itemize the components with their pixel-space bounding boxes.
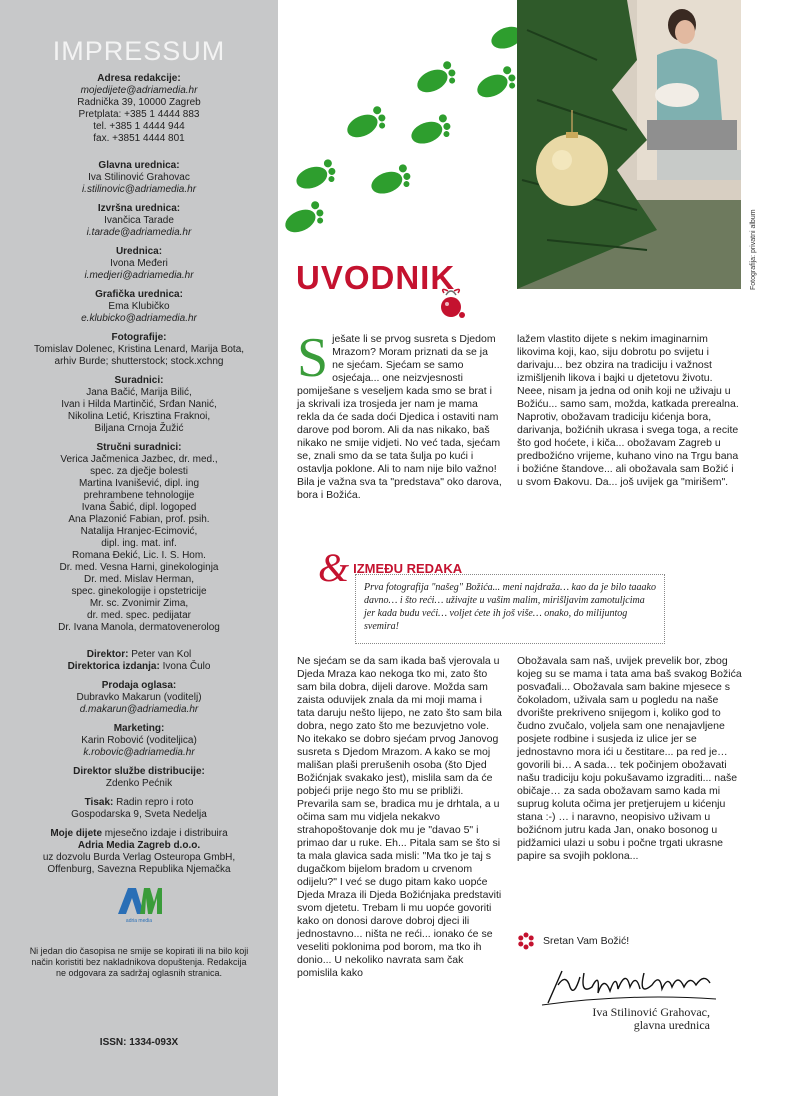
marketing-heading: Marketing: bbox=[113, 723, 165, 734]
photos-block bbox=[18, 332, 260, 368]
ads-email[interactable]: d.makarun@adriamedia.hr bbox=[79, 704, 199, 715]
print-label: Tisak: bbox=[84, 797, 114, 808]
experts-line: spec. za dječje bolesti bbox=[90, 466, 188, 477]
editor-block bbox=[18, 246, 260, 282]
address-block bbox=[18, 73, 260, 145]
impressum-title: IMPRESSUM bbox=[52, 36, 226, 66]
logo-caption: adria media bbox=[125, 918, 153, 924]
editor-in-chief-block bbox=[18, 160, 260, 196]
director-line bbox=[18, 649, 260, 661]
ads-name: Dubravko Makarun (voditelj) bbox=[76, 692, 202, 703]
edition-director-line bbox=[18, 661, 260, 673]
experts-line: Romana Đekić, Lic. I. S. Hom. bbox=[72, 550, 206, 561]
graphic-editor-email[interactable]: e.klubicko@adriamedia.hr bbox=[81, 313, 197, 324]
publisher-license: uz dozvolu Burda Verlag Osteuropa GmbH, bbox=[42, 852, 236, 863]
address-heading: Adresa redakcije: bbox=[97, 73, 181, 84]
page-title-text: UVODNIK bbox=[296, 259, 456, 296]
page-title bbox=[296, 260, 455, 296]
dropcap: S bbox=[297, 327, 329, 389]
issn: ISSN: 1334-093X bbox=[99, 1037, 179, 1048]
marketing-name: Karin Robović (voditeljica) bbox=[81, 735, 197, 746]
publisher-line bbox=[18, 828, 260, 840]
executive-editor-email[interactable]: i.tarade@adriamedia.hr bbox=[86, 227, 192, 238]
print-address: Gospodarska 9, Sveta Nedelja bbox=[71, 809, 207, 820]
graphic-editor-name: Ema Klubičko bbox=[108, 301, 170, 312]
experts-line: Natalija Hranjec-Ecimović, bbox=[80, 526, 198, 537]
impressum-body bbox=[18, 73, 260, 979]
editor-heading: Urednica: bbox=[115, 246, 163, 257]
marketing-email[interactable]: k.robovic@adriamedia.hr bbox=[83, 747, 195, 758]
footprint-icon bbox=[368, 163, 414, 198]
publisher-block bbox=[18, 828, 260, 876]
distribution-heading: Direktor službe distribucije: bbox=[73, 766, 205, 777]
address-subscription: Pretplata: +385 1 4444 883 bbox=[78, 109, 200, 120]
ampersand-icon: & bbox=[318, 545, 350, 590]
experts-line: Verica Jačmenica Jazbec, dr. med., bbox=[60, 454, 218, 465]
signature bbox=[540, 963, 720, 1008]
quote-text: Prva fotografija "našeg" Božića... meni najdraža… kao da je bilo taaako davno… i što reći… uživajte u vašim malim, mirišljavim zamotuljcima jer kada budu veći… voljet ćete ih još više… onako, do milijuntog svemira! bbox=[364, 582, 656, 632]
contributors-heading: Suradnici: bbox=[114, 375, 164, 386]
photo-credit: Fotografija: privatni album bbox=[750, 209, 757, 290]
executive-editor-heading: Izvršna urednica: bbox=[97, 203, 181, 214]
quote-box bbox=[355, 574, 665, 644]
executive-editor-name: Ivančica Tarade bbox=[104, 215, 174, 226]
ads-block bbox=[18, 680, 260, 716]
christmas-photo bbox=[517, 0, 741, 289]
footprint-icon bbox=[343, 105, 389, 143]
graphic-editor-block bbox=[18, 289, 260, 325]
experts-line: Dr. med. Mislav Herman, bbox=[83, 574, 195, 585]
snowflake-icon bbox=[517, 932, 535, 950]
experts-line: dipl. ing. mat. inf. bbox=[101, 538, 177, 549]
marketing-block bbox=[18, 723, 260, 759]
distribution-name: Zdenko Pećnik bbox=[105, 778, 173, 789]
experts-line: spec. ginekologije i opstetricije bbox=[71, 586, 207, 597]
editor-in-chief-heading: Glavna urednica: bbox=[98, 160, 180, 171]
signer-role: glavna urednica bbox=[633, 1018, 710, 1032]
address-fax: fax. +3851 4444 801 bbox=[93, 133, 185, 144]
experts-block bbox=[18, 442, 260, 634]
article-text: ješate li se prvog susreta s Djedom Mrazom? Moram priznati da se ja ne sjećam. Sjećam se samo osjećaja... one neizvjesnosti pomiješane s veseljem kada smo se brat i ja skrivali iza trosjeda jer nam je mama rekla da će sada doći Djedica i ostaviti nam darove pod borom. Ali da nas nikako, baš nikako ne smije vidjeti. No već tada, sjećam se, znali smo da se tata šulja po kući i ostavlja poklone. Ali to nam nije bilo važno! Bila je važna sva ta "predstava" oko darova, bora i Božića. bbox=[297, 333, 502, 501]
editor-name: Ivona Međeri bbox=[110, 258, 168, 269]
signer-name: Iva Stilinović Grahovac, bbox=[592, 1005, 710, 1019]
distribution-block bbox=[18, 766, 260, 790]
publisher-license: Offenburg, Savezna Republika Njemačka bbox=[47, 864, 231, 875]
address-street: Radnička 39, 10000 Zagreb bbox=[77, 97, 201, 108]
wish-text: Sretan Vam Božić! bbox=[543, 935, 630, 947]
adria-media-logo bbox=[114, 884, 164, 924]
ads-heading: Prodaja oglasa: bbox=[101, 680, 177, 691]
experts-line: Dr. med. Vesna Harni, ginekologinja bbox=[59, 562, 219, 573]
experts-line: dr. med. spec. pedijatar bbox=[87, 610, 191, 621]
article-column-3 bbox=[297, 655, 502, 980]
editor-in-chief-email[interactable]: i.stilinovic@adriamedia.hr bbox=[81, 184, 197, 195]
article-column-2 bbox=[517, 333, 742, 489]
article-text: Obožavala sam naš, uvijek prevelik bor, zbog kojeg su se mama i tata ama baš svakog Božića posvađali... Obožavala sam bakine mjesece s čokoladom, uživala sam u pogledu na naše dvorište prekriveno snijegom i, koliko god to čudno zvučalo, voljela sam one nenajavljene posjete rodbine i susjeda iz ulice jer se jednostavno mora ići u čestitare... pa red je… govorili bi… A sada… tek počinjem obožavati našu tradiciju koju pokušavamo izgraditi... naše običaje… za sada obožavam samo kada mi suprug koluta očima jer pretjerujem u kićenju stana :-) … i naravno, neopisivo uživam u božićnom jutru kada Jan, onako bosonog u pidžamici ulazi u sobu i počne trgati ukrasne papire sa svojih poklona... bbox=[517, 655, 742, 862]
experts-line: prehrambene tehnologije bbox=[83, 490, 195, 501]
footprint-icon bbox=[281, 200, 327, 238]
director-block bbox=[18, 649, 260, 673]
photos-line: arhiv Burde; shutterstock; stock.xchng bbox=[54, 356, 224, 367]
contributors-line: Ivan i Hilda Martinčić, Srđan Nanić, bbox=[61, 399, 217, 410]
experts-line: Ivana Šabić, dipl. logoped bbox=[81, 502, 197, 513]
editor-in-chief-name: Iva Stilinović Grahovac bbox=[88, 172, 190, 183]
contributors-line: Biljana Crnoja Žužić bbox=[94, 423, 184, 434]
publisher-text: mjesečno izdaje i distribuira bbox=[102, 828, 228, 839]
footprint-icon bbox=[408, 113, 454, 148]
article-text: lažem vlastito dijete s nekim imaginarnim likovima koji, kao, siju dobrotu po svijetu i darivaju... bez obzira na tradiciju i važnost izmišljenih likova i bajki u djetetovu životu. Neee, nisam ja jedna od onih koji ne uživaju u Božiću... samo sam, možda, katkada prerealna. Naprotiv, obožavam tradiciju kićenja bora, darivanja, božićnih ukrasa i svega toga, a recite što god hoćete, i kiča... obožavam Zagreb u predbožićno vrijeme, kuhano vino na Trgu bana i božićne štandove... ali obožavala sam Božić i u svom Đakovu. Da... još uvijek ga "mirišem". bbox=[517, 333, 739, 488]
print-block bbox=[18, 797, 260, 821]
ornament-icon bbox=[434, 285, 468, 321]
footprint-icon bbox=[413, 60, 459, 98]
contributors-line: Jana Bačić, Marija Bilić, bbox=[86, 387, 192, 398]
contributors-line: Nikolina Letić, Krisztina Fraknoi, bbox=[67, 411, 211, 422]
photos-line: Tomislav Dolenec, Kristina Lenard, Marija Bota, bbox=[33, 344, 245, 355]
article-text: Ne sjećam se da sam ikada baš vjerovala u Djeda Mraza kao nekoga tko mi, zato što sam bila dobra, dijeli darove. Možda sam zaista oduvijek znala da mi moji mama i tata daruju nešto lijepo, ne zato što sam bila dobra, nego zato što me bezuvjetno vole. No itekako se dobro sjećam prvog Janovog susreta s Djedom Mrazom. A kako se moj mališan plaši prerušenih osoba (što Djed Božićnjak svakako jest), mislila sam da će pobjeći prije nego što mu se približi. Prevarila sam se, bradica mu je drhtala, a u očima sam mu vidjela nekakvo strahopoštovanje dok mu je "davao 5" i primao dar u ruke. Eh... Pitala sam se što si ta mala glavica sada misli: "Ma tko je taj s dugačkom bijelom bradom u crvenom odijelu?" I već se dugo pitam kako uopće Djeda Mraza ili Djeda Božićnjaka predstaviti svom djetetu. Trebam li mu uopće govoriti kako on donosi darove dobroj djeci ili jednostavno... ništa ne reći... ionako će se veseliti poklonima pod borom, ma tko ih donio... U nekoliko navrata sam čak pomislila kako bbox=[297, 655, 502, 979]
article-column-1 bbox=[297, 327, 502, 502]
publisher-magazine: Moje dijete bbox=[50, 828, 103, 839]
address-email[interactable]: mojedijete@adriamedia.hr bbox=[80, 85, 198, 96]
footprint-icon bbox=[473, 65, 519, 103]
christmas-wish bbox=[517, 932, 629, 950]
publisher-company: Adria Media Zagreb d.o.o. bbox=[77, 840, 201, 851]
experts-line: Mr. sc. Zvonimir Zima, bbox=[89, 598, 189, 609]
graphic-editor-heading: Grafička urednica: bbox=[95, 289, 183, 300]
print-line bbox=[18, 797, 260, 809]
experts-line: Ana Plazonić Fabian, prof. psih. bbox=[68, 514, 210, 525]
legal-notice: Ni jedan dio časopisa ne smije se kopirati ili na bilo koji način koristiti bez nakladnikova dopuštenja. Redakcija ne odgovara za sadržaj oglasnih stranica. bbox=[29, 946, 249, 978]
article-column-4 bbox=[517, 655, 742, 863]
experts-line: Dr. Ivana Manola, dermatovenerolog bbox=[58, 622, 220, 633]
address-phone: tel. +385 1 4444 944 bbox=[93, 121, 185, 132]
executive-editor-block bbox=[18, 203, 260, 239]
photos-heading: Fotografije: bbox=[111, 332, 167, 343]
edition-director-name: Ivona Čulo bbox=[162, 661, 211, 672]
christmas-tree-photo-illustration bbox=[517, 0, 741, 289]
experts-heading: Stručni suradnici: bbox=[96, 442, 182, 453]
experts-line: Martina Ivanišević, dipl. ing bbox=[78, 478, 200, 489]
print-name: Radin repro i roto bbox=[116, 797, 194, 808]
contributors-block bbox=[18, 375, 260, 435]
impressum-sidebar bbox=[0, 0, 278, 1096]
director-name: Peter van Kol bbox=[131, 649, 192, 660]
director-label: Direktor: bbox=[86, 649, 129, 660]
edition-director-label: Direktorica izdanja: bbox=[67, 661, 160, 672]
between-lines-label: IZMEĐU REDAKA bbox=[353, 560, 463, 576]
editor-email[interactable]: i.medjeri@adriamedia.hr bbox=[84, 270, 194, 281]
footprint-icon bbox=[293, 158, 339, 193]
